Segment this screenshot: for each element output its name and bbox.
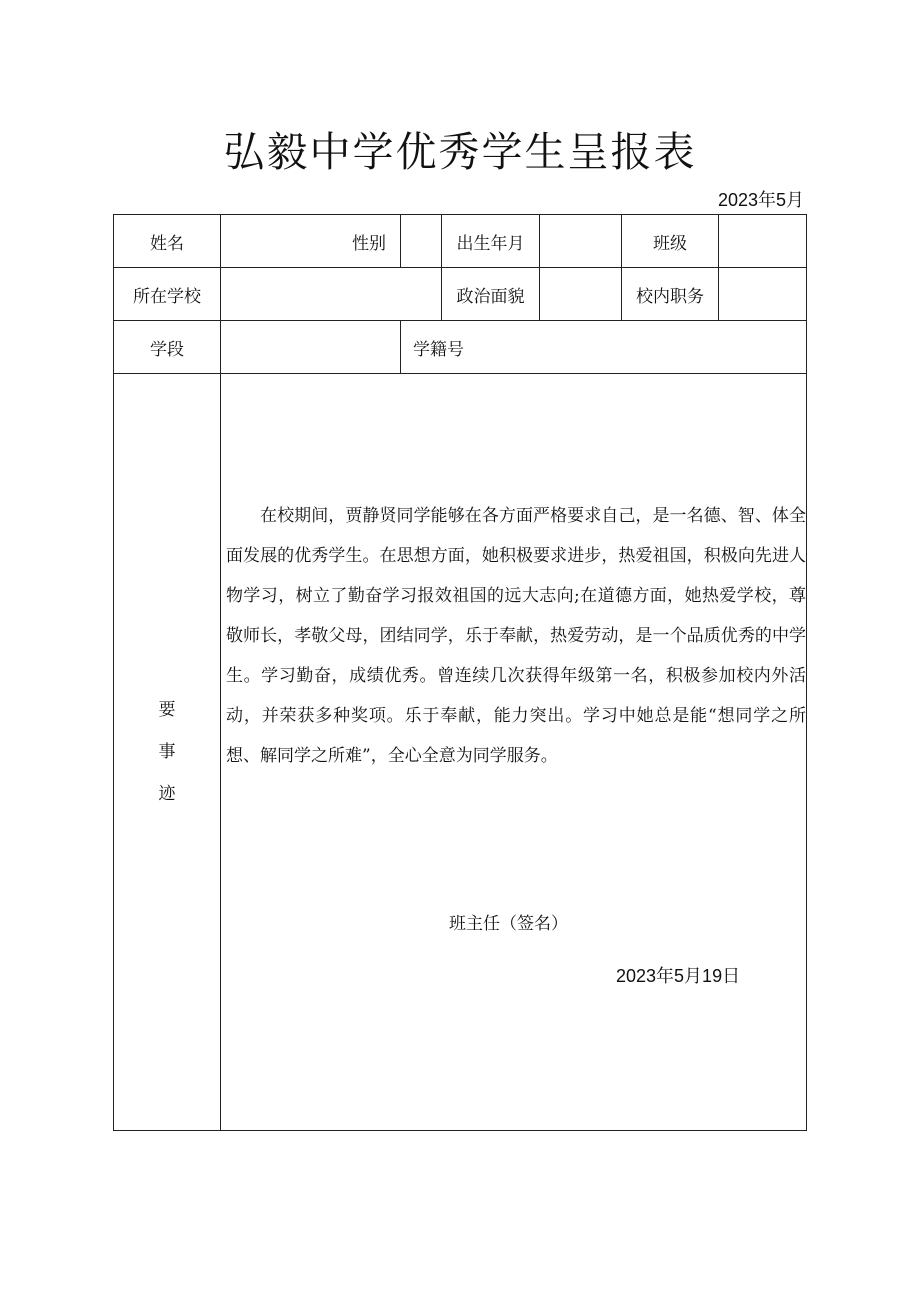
table-row	[114, 321, 807, 374]
report-form-table	[113, 214, 807, 1131]
report-date: 2023年5月	[717, 190, 804, 210]
school-value-cell[interactable]	[221, 268, 442, 321]
stage-value-cell[interactable]	[221, 321, 401, 374]
deeds-label-char: 事	[158, 742, 176, 762]
stage-label: 学段	[114, 321, 221, 374]
deeds-text: 在校期间，贾静贤同学能够在各方面严格要求自己，是一名德、智、体全面发展的优秀学生。在思想方面，她积极要求进步，热爱祖国，积极向先进人物学习，树立了勤奋学习报效祖国的远大志向;在道德方面，她热爱学校，尊敬师长，孝敬父母，团结同学，乐于奉献，热爱劳动，是一个品质优秀的中学生。学习勤奋，成绩优秀。曾连续几次获得年级第一名，积极参加校内外活动，并荣获多种奖项。乐于奉献，能力突出。学习中她总是能“想同学之所想、解同学之所难”，全心全意为同学服务。	[226, 506, 806, 766]
political-value-cell[interactable]	[540, 268, 622, 321]
school-label: 所在学校	[114, 268, 221, 321]
homeroom-teacher-signature-label: 班主任（签名）	[449, 914, 568, 934]
class-label: 班级	[622, 215, 719, 268]
deeds-content-cell[interactable]	[221, 374, 807, 1131]
student-id-label: 学籍号	[401, 321, 807, 374]
political-label: 政治面貌	[442, 268, 540, 321]
table-row	[114, 268, 807, 321]
signature-date: 2023年5月19日	[616, 966, 741, 986]
gender-label: 性别	[221, 215, 401, 268]
deeds-label-char: 要	[158, 700, 176, 720]
table-row	[114, 215, 807, 268]
position-label: 校内职务	[622, 268, 719, 321]
position-value-cell[interactable]	[719, 268, 807, 321]
name-label: 姓名	[114, 215, 221, 268]
class-value-cell[interactable]	[719, 215, 807, 268]
table-row	[114, 374, 807, 1131]
deeds-label-cell	[114, 374, 221, 1131]
page-title: 弘毅中学优秀学生呈报表	[223, 128, 697, 176]
gender-value-cell[interactable]	[401, 215, 442, 268]
birth-label: 出生年月	[442, 215, 540, 268]
deeds-label-char: 迹	[158, 784, 176, 804]
birth-value-cell[interactable]	[540, 215, 622, 268]
